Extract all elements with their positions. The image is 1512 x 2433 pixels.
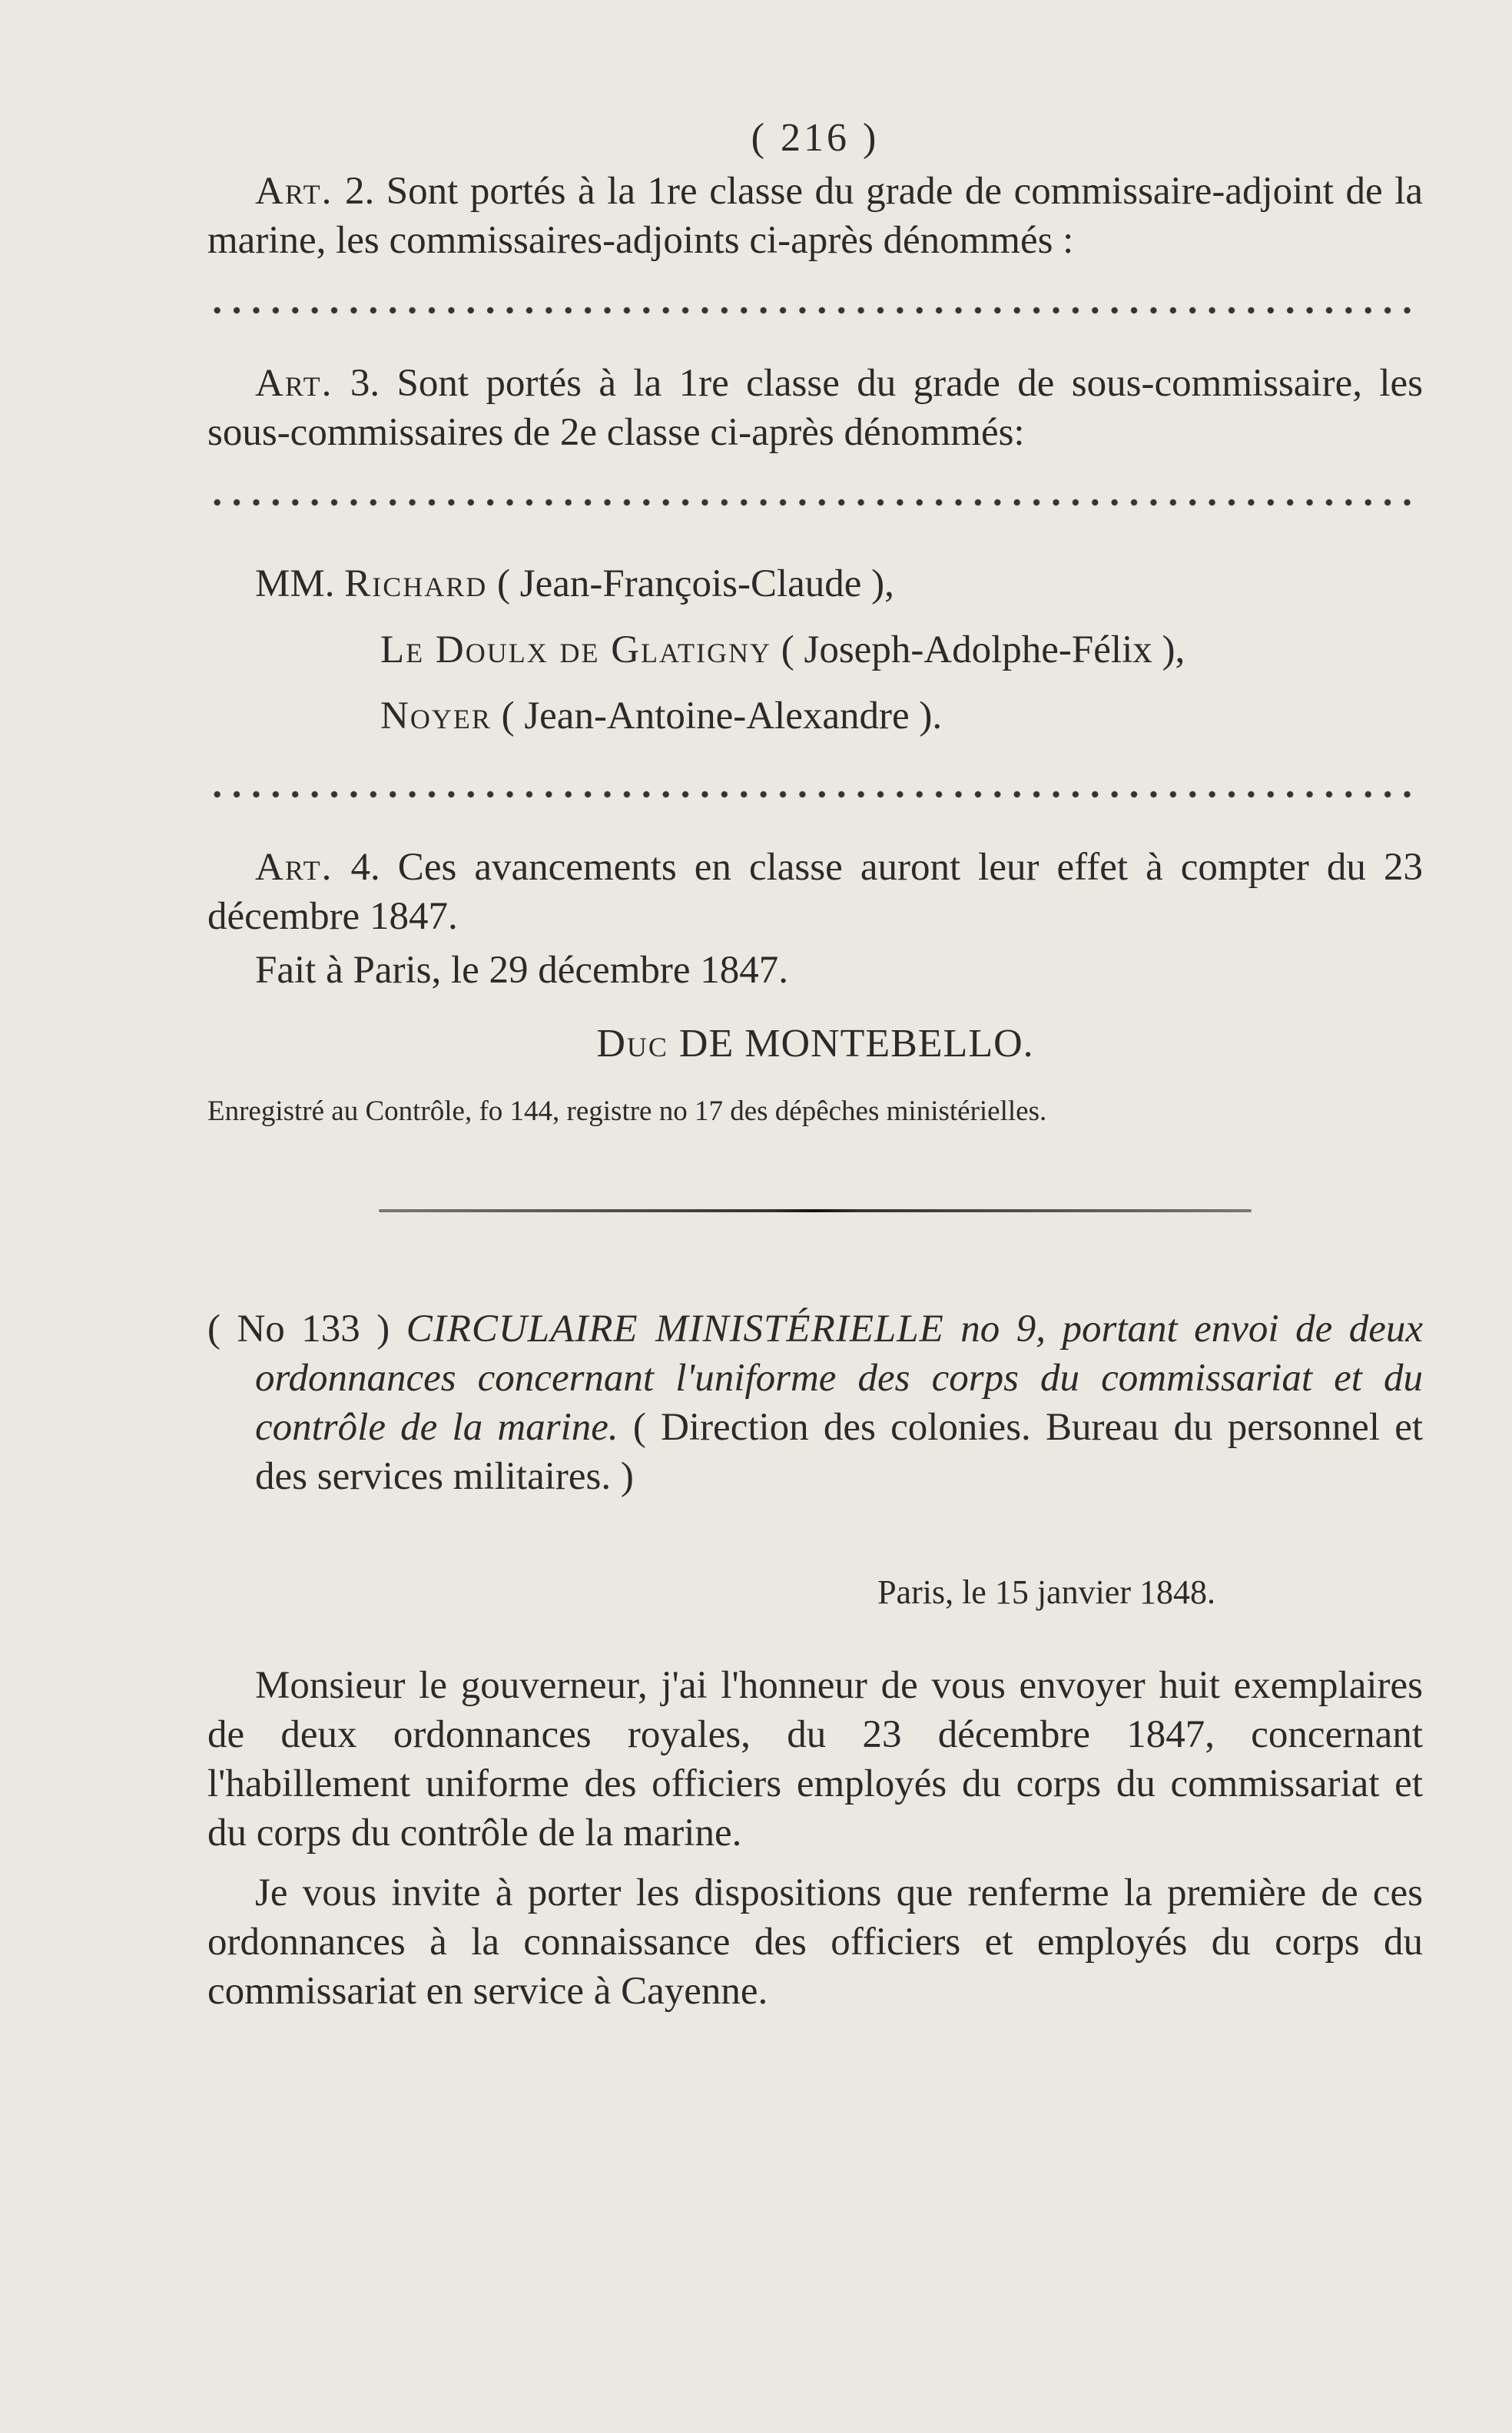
article-text: Ces avancements en classe auront leur effet à compter du 23 décembre 1847. bbox=[207, 846, 1423, 938]
surname: Le Doulx de Glatigny bbox=[380, 628, 771, 671]
dotted-separator bbox=[207, 305, 1423, 316]
article-number: 3. bbox=[350, 362, 380, 405]
article-4 bbox=[207, 843, 1423, 941]
name-entry bbox=[207, 551, 1423, 617]
article-label: Art. bbox=[255, 170, 333, 213]
done-at-paris: Fait à Paris, le 29 décembre 1847. bbox=[255, 949, 788, 992]
article-label: Art. bbox=[255, 362, 333, 405]
dotted-separator bbox=[207, 497, 1423, 508]
signature bbox=[207, 1021, 1423, 1066]
registration-note: Enregistré au Contrôle, fo 144, registre no 17 des dépêches ministérielles. bbox=[207, 1096, 1047, 1127]
body-paragraph: Je vous invite à porter les dispositions que renferme la première de ces ordonnances à la connaissance des officiers et employés du corps du commissariat en service à Cayenne. bbox=[207, 1871, 1423, 2013]
name-entry bbox=[207, 617, 1423, 683]
article-text: Sont portés à la 1re classe du grade de commissaire-adjoint de la marine, les commissaires-adjoints ci-après dénommés : bbox=[207, 170, 1423, 262]
surname: Richard bbox=[344, 562, 488, 605]
circular-heading bbox=[207, 1304, 1423, 1501]
article-3 bbox=[207, 359, 1423, 457]
article-text: Sont portés à la 1re classe du grade de sous-commissaire, les sous-commissaires de 2e classe ci-après dénommés: bbox=[207, 362, 1424, 454]
article-label: Art. bbox=[255, 846, 333, 889]
given-names: ( Jean-François-Claude ), bbox=[487, 562, 894, 605]
given-names: ( Joseph-Adolphe-Félix ), bbox=[771, 628, 1185, 671]
circular-subtitle: no 9, portant envoi de deux ordonnances concernant l'uniforme des corps du commissariat et du contrôle de la marine. bbox=[255, 1308, 1423, 1449]
signature-title: Duc bbox=[596, 1022, 668, 1066]
names-prefix: MM. bbox=[255, 562, 335, 605]
circular-direction: ( Direction des colonies. Bureau du personnel et des services militaires. ) bbox=[255, 1406, 1424, 1498]
text-column bbox=[207, 115, 1423, 2016]
page-number: ( 216 ) bbox=[751, 116, 880, 160]
circular-title: CIRCULAIRE MINISTÉRIELLE bbox=[406, 1308, 944, 1351]
section-rule bbox=[379, 1209, 1252, 1212]
signature-name: DE MONTEBELLO. bbox=[678, 1022, 1034, 1066]
given-names: ( Jean-Antoine-Alexandre ). bbox=[491, 694, 943, 738]
surname: Noyer bbox=[380, 694, 492, 738]
names-list bbox=[207, 551, 1423, 749]
article-number: 2. bbox=[344, 170, 375, 213]
article-number: 4. bbox=[350, 846, 380, 889]
body-paragraph: Monsieur le gouverneur, j'ai l'honneur de vous envoyer huit exemplaires de deux ordonnances royales, du 23 décembre 1847, concernant l'habillement uniforme des officiers employés du corps du commissariat et du corps du contrôle de la marine. bbox=[207, 1664, 1423, 1855]
place-date: Paris, le 15 janvier 1848. bbox=[877, 1573, 1215, 1611]
name-entry bbox=[207, 683, 1423, 749]
circular-number: ( No 133 ) bbox=[207, 1308, 390, 1351]
dotted-separator bbox=[207, 789, 1423, 800]
article-2 bbox=[207, 167, 1423, 265]
